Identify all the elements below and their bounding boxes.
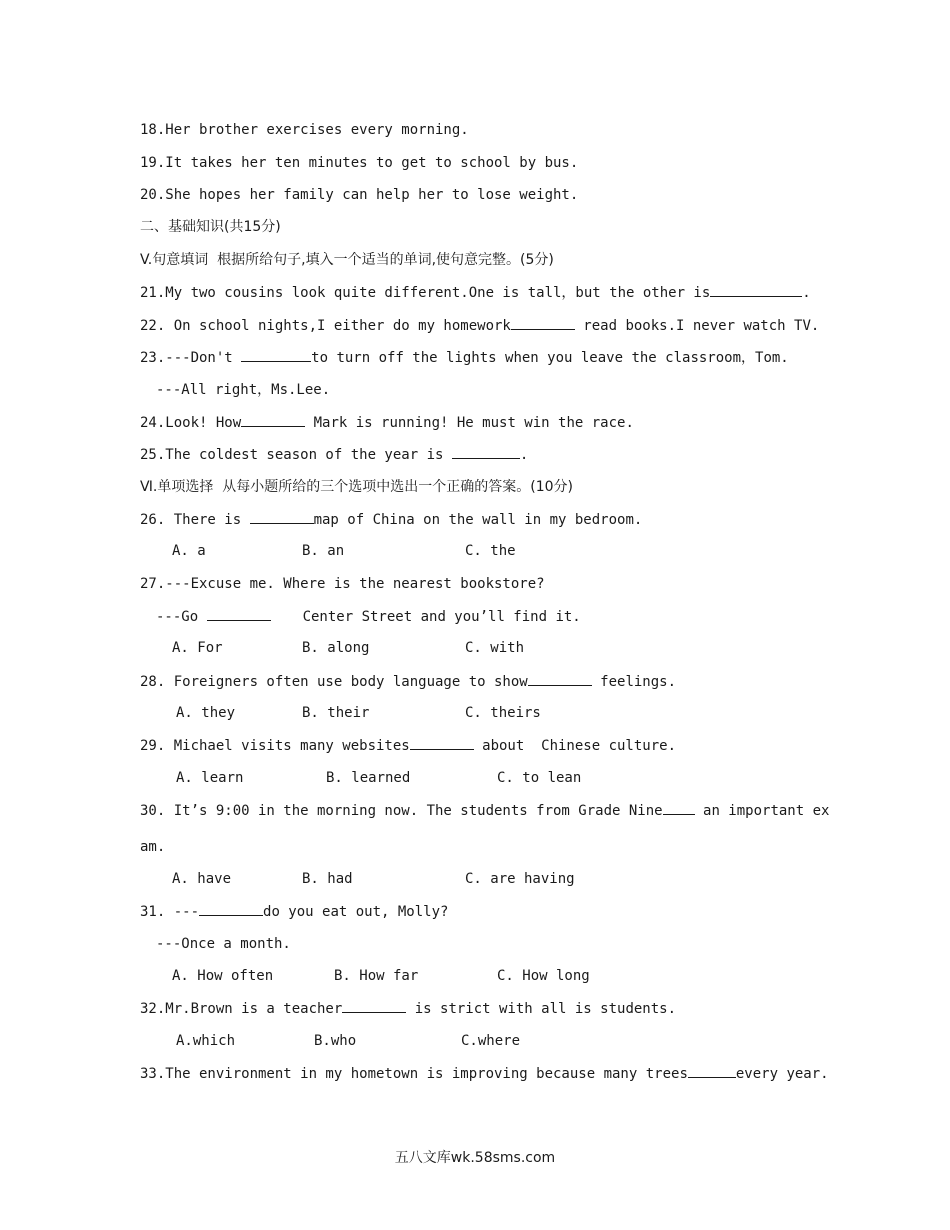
answer-blank[interactable] xyxy=(710,282,802,297)
option-a[interactable]: A.which xyxy=(176,1033,236,1049)
answer-blank[interactable] xyxy=(688,1063,736,1078)
answer-blank[interactable] xyxy=(452,444,520,459)
answer-blank[interactable] xyxy=(511,315,575,330)
option-a[interactable]: A. a xyxy=(172,543,206,559)
question-24: 24.Look! How Mark is running! He must win the race. xyxy=(140,412,634,433)
question-20: 20.She hopes her family can help her to lose weight. xyxy=(140,187,579,203)
option-c[interactable]: C. How long xyxy=(497,968,590,984)
question-29: 29. Michael visits many websites about Chinese culture. xyxy=(140,735,676,756)
question-26: 26. There is map of China on the wall in my bedroom. xyxy=(140,509,642,530)
answer-blank[interactable] xyxy=(528,671,592,686)
option-c[interactable]: C. to lean xyxy=(497,770,582,786)
answer-blank[interactable] xyxy=(342,998,406,1013)
option-b[interactable]: B. learned xyxy=(326,770,411,786)
option-c[interactable]: C.where xyxy=(461,1033,521,1049)
question-31: 31. --- do you eat out, Molly? xyxy=(140,901,448,922)
option-a[interactable]: A. learn xyxy=(176,770,244,786)
section-v-heading: V.句意填词 根据所给句子,填入一个适当的单词,使句意完整。(5分) xyxy=(140,252,554,268)
answer-blank[interactable] xyxy=(663,800,695,815)
answer-blank[interactable] xyxy=(410,735,474,750)
question-19: 19.It takes her ten minutes to get to school by bus. xyxy=(140,155,579,171)
option-c[interactable]: C. the xyxy=(465,543,516,559)
section-2-heading: 二、基础知识(共15分) xyxy=(140,219,281,235)
option-b[interactable]: B. an xyxy=(302,543,345,559)
option-b[interactable]: B.who xyxy=(314,1033,357,1049)
option-a[interactable]: A. How often xyxy=(172,968,274,984)
answer-blank[interactable] xyxy=(250,509,314,524)
option-c[interactable]: C. are having xyxy=(465,871,575,887)
question-32: 32.Mr.Brown is a teacher is strict with all is students. xyxy=(140,998,676,1019)
answer-blank[interactable] xyxy=(207,606,271,621)
question-30-cont: am. xyxy=(140,839,166,855)
option-b[interactable]: B. had xyxy=(302,871,353,887)
question-27-reply: ---Go Center Street and you’ll find it. xyxy=(156,606,581,627)
question-23: 23.---Don't to turn off the lights when you leave the classroom，Tom. xyxy=(140,347,789,368)
question-33: 33.The environment in my hometown is improving because many trees every year. xyxy=(140,1063,829,1084)
answer-blank[interactable] xyxy=(241,412,305,427)
option-c[interactable]: C. with xyxy=(465,640,525,656)
question-31-reply: ---Once a month. xyxy=(156,936,291,952)
section-vi-heading: Ⅵ.单项选择 从每小题所给的三个选项中选出一个正确的答案。(10分) xyxy=(140,479,574,495)
option-c[interactable]: C. theirs xyxy=(465,705,541,721)
option-b[interactable]: B. along xyxy=(302,640,370,656)
option-b[interactable]: B. How far xyxy=(334,968,419,984)
option-a[interactable]: A. have xyxy=(172,871,232,887)
answer-blank[interactable] xyxy=(241,347,311,362)
option-b[interactable]: B. their xyxy=(302,705,370,721)
option-a[interactable]: A. For xyxy=(172,640,223,656)
question-22: 22. On school nights,I either do my homework read books.I never watch TV. xyxy=(140,315,819,336)
question-28: 28. Foreigners often use body language to show feelings. xyxy=(140,671,676,692)
question-21: 21.My two cousins look quite different.One is tall，but the other is . xyxy=(140,282,811,303)
question-30: 30. It’s 9:00 in the morning now. The students from Grade Nine an important ex xyxy=(140,800,829,821)
answer-blank[interactable] xyxy=(199,901,263,916)
question-23-reply: ---All right，Ms.Lee. xyxy=(156,382,331,398)
question-18: 18.Her brother exercises every morning. xyxy=(140,122,469,138)
option-a[interactable]: A. they xyxy=(176,705,236,721)
footer-watermark: 五八文库wk.58sms.com xyxy=(394,1150,556,1166)
question-25: 25.The coldest season of the year is . xyxy=(140,444,528,465)
question-27: 27.---Excuse me. Where is the nearest bookstore? xyxy=(140,576,545,592)
